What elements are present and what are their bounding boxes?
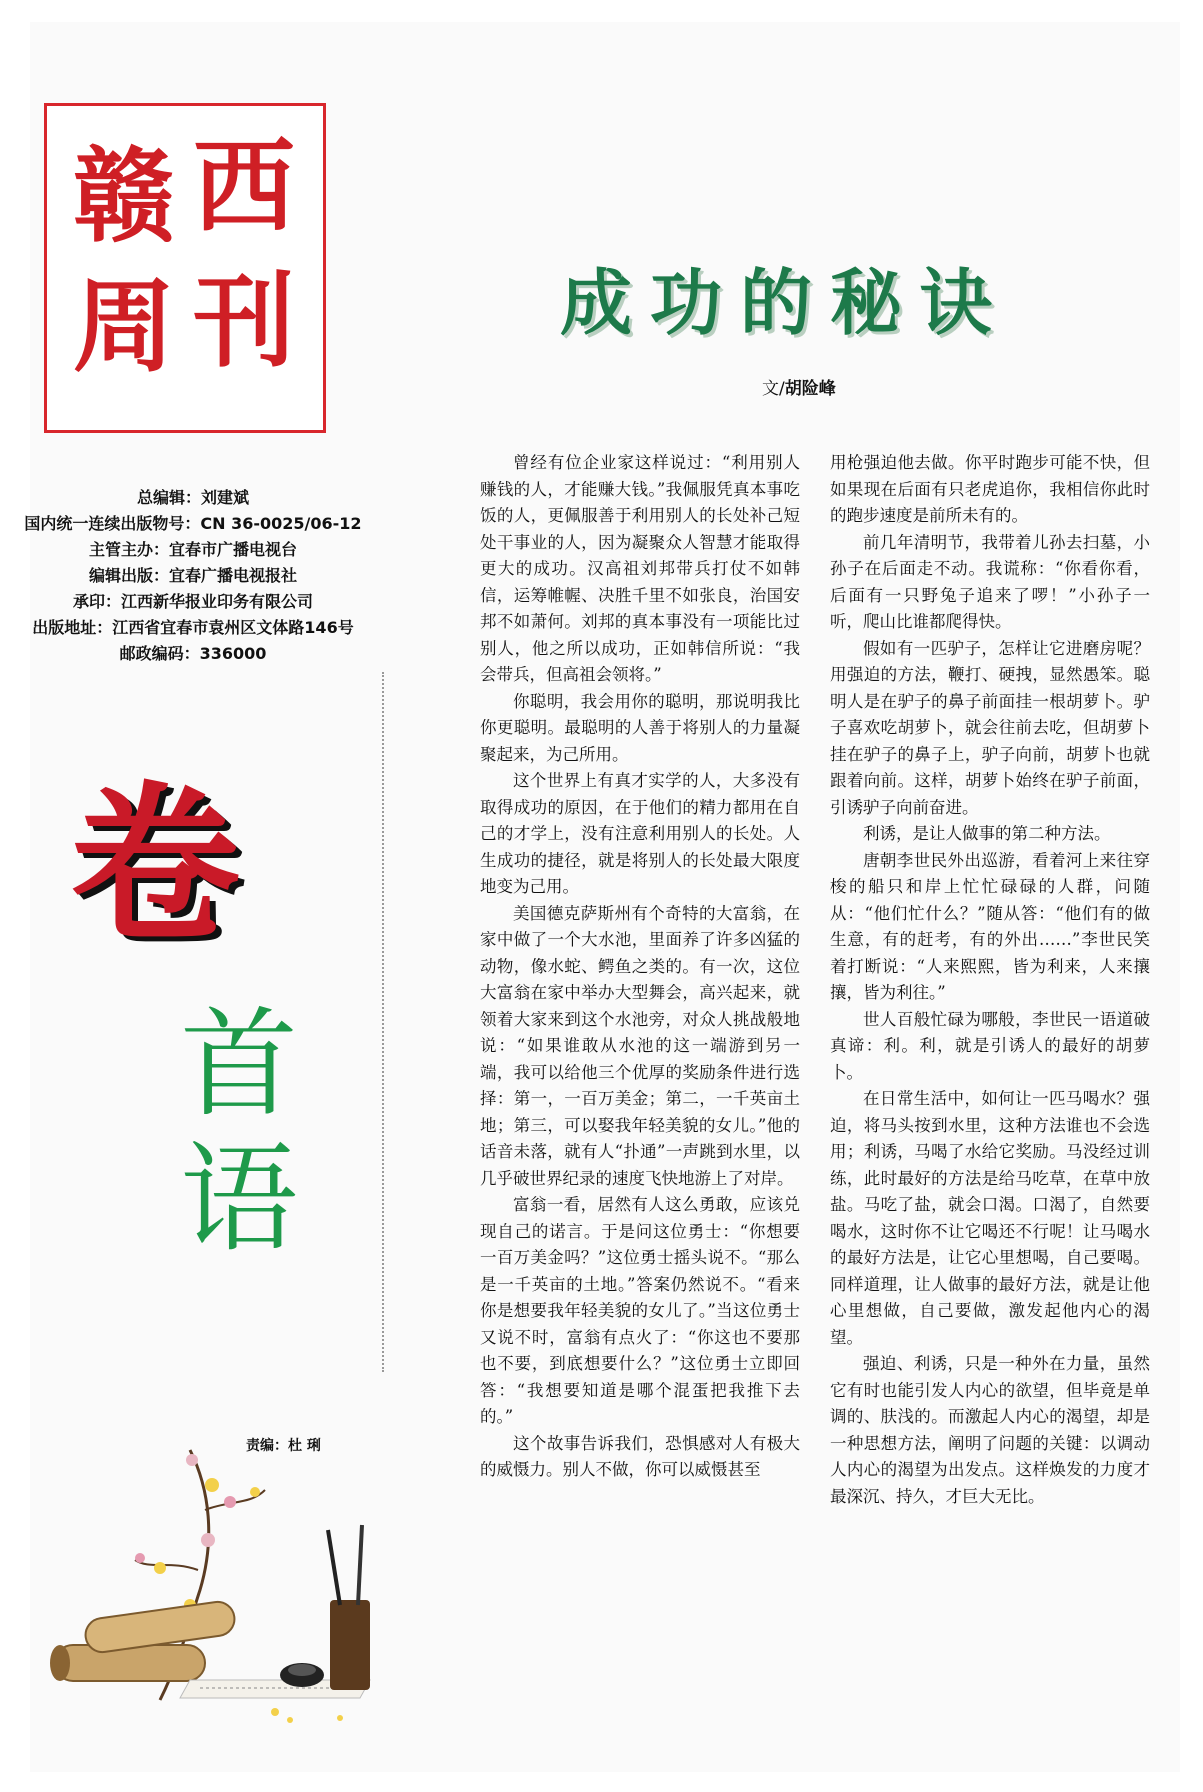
ink-brush-scroll-illustration xyxy=(40,1430,400,1730)
article-column-2 xyxy=(830,450,1150,1510)
address: 出版地址：江西省宜春市袁州区文体路146号 xyxy=(32,618,354,637)
paragraph: 在日常生活中，如何让一匹马喝水？强迫，将马头按到水里，这种方法谁也不会选用；利诱，马喝了水给它奖励。马没经过训练，此时最好的方法是给马吃草，在草中放盐。马吃了盐，就会口渴。口渴了，自然要喝水，这时你不让它喝还不行呢！让马喝水的最好方法是，让它心里想喝，自己要喝。同样道理，让人做事的最好方法，就是让他心里想做，自己要做，激发起他内心的渴望。 xyxy=(830,1089,1150,1347)
author-name: 胡险峰 xyxy=(784,379,836,399)
section-char-yu: 语 xyxy=(180,1130,299,1268)
dotted-divider xyxy=(382,672,384,1372)
masthead-char: 西 xyxy=(193,127,295,247)
paragraph: 这个故事告诉我们，恐惧感对人有极大的威慑力。别人不做，你可以威慑甚至 xyxy=(480,1433,800,1479)
byline-prefix: 文/ xyxy=(762,379,785,399)
paragraph: 美国德克萨斯州有个奇特的大富翁，在家中做了一个大水池，里面养了许多凶猛的动物，像水蛇、鳄鱼之类的。有一次，这位大富翁在家中举办大型舞会，高兴起来，就领着大家来到这个水池旁，对众人挑战般地说：“如果谁敢从水池的这一端游到另一端，我可以给他三个优厚的奖励条件进行选择：第一，一百万美金；第二，一千英亩土地；第三，可以娶我年轻美貌的女儿。”他的话音未落，就有人“扑通”一声跳到水里，以几乎破世界纪录的速度飞快地游上了对岸。 xyxy=(480,903,800,1188)
paragraph: 利诱，是让人做事的第二种方法。 xyxy=(863,824,1111,843)
article-column-1 xyxy=(480,450,800,1484)
responsible-editor: 责编：杜 琍 xyxy=(246,1438,321,1454)
section-char-shou: 首 xyxy=(180,995,299,1133)
paragraph: 前几年清明节，我带着儿孙去扫墓，小孙子在后面走不动。我谎称：“你看你看，后面有一只野兔子追来了啰！”小孙子一听，爬山比谁都爬得快。 xyxy=(830,532,1150,631)
paragraph: 你聪明，我会用你的聪明，那说明我比你更聪明。最聪明的人善于将别人的力量凝聚起来，为己所用。 xyxy=(480,691,800,764)
masthead-char: 周 xyxy=(73,267,175,387)
paragraph: 这个世界上有真才实学的人，大多没有取得成功的原因，在于他们的精力都用在自己的才学上，没有注意利用别人的长处。人生成功的捷径，就是将别人的长处最大限度地变为己用。 xyxy=(480,771,800,896)
sponsor: 主管主办：宜春市广播电视台 xyxy=(88,540,297,559)
issn-number: 国内统一连续出版物号：CN 36-0025/06-12 xyxy=(24,514,362,533)
byline xyxy=(762,374,836,399)
paragraph: 假如有一匹驴子，怎样让它进磨房呢？用强迫的方法，鞭打、硬拽，显然愚笨。聪明人是在驴子的鼻子前面挂一根胡萝卜。驴子喜欢吃胡萝卜，就会往前去吃，但胡萝卜挂在驴子的鼻子上，驴子向前，胡萝卜也就跟着向前。这样，胡萝卜始终在驴子前面，引诱驴子向前奋进。 xyxy=(830,638,1150,817)
paragraph: 强迫、利诱，只是一种外在力量，虽然它有时也能引发人内心的欲望，但毕竟是单调的、肤浅的。而激起人内心的渴望，却是一种思想方法，阐明了问题的关键：以调动人内心的渴望为出发点。这样焕发的力度才最深沉、持久，才巨大无比。 xyxy=(830,1354,1150,1506)
section-char-juan: 卷 xyxy=(70,765,241,965)
paragraph-continued: 用枪强迫他去做。你平时跑步可能不快，但如果现在后面有只老虎追你，我相信你此时的跑步速度是前所未有的。 xyxy=(830,453,1150,525)
masthead-char: 刊 xyxy=(193,262,295,382)
article-title: 成功的秘诀 xyxy=(560,261,1011,345)
paragraph: 曾经有位企业家这样说过：“利用别人赚钱的人，才能赚大钱。”我佩服凭真本事吃饭的人，更佩服善于利用别人的长处补己短处干事业的人，因为凝聚众人智慧才能取得更大的成功。汉高祖刘邦带兵打仗不如韩信，运筹帷幄、决胜千里不如张良，治国安邦不如萧何。刘邦的真本事没有一项能比过别人，他之所以成功，正如韩信所说：“我会带兵，但高祖会领将。” xyxy=(480,453,800,684)
paragraph: 唐朝李世民外出巡游，看着河上来往穿梭的船只和岸上忙忙碌碌的人群，问随从：“他们忙什么？”随从答：“他们有的做生意，有的赶考，有的外出……”李世民笑着打断说：“人来熙熙，皆为利来，人来攘攘，皆为利往。” xyxy=(830,850,1150,1002)
masthead-char: 赣 xyxy=(73,137,175,257)
printer: 承印：江西新华报业印务有限公司 xyxy=(72,592,313,611)
chief-editor: 总编辑：刘建斌 xyxy=(136,488,249,507)
masthead-logo xyxy=(44,103,326,433)
postcode: 邮政编码：336000 xyxy=(119,644,267,663)
paragraph: 世人百般忙碌为哪般，李世民一语道破真谛：利。利，就是引诱人的最好的胡萝卜。 xyxy=(830,1009,1150,1082)
editorial-info xyxy=(8,485,378,667)
publisher: 编辑出版：宜春广播电视报社 xyxy=(88,566,297,585)
paragraph: 富翁一看，居然有人这么勇敢，应该兑现自己的诺言。于是问这位勇士：“你想要一百万美金吗？”这位勇士摇头说不。“那么是一千英亩的土地。”答案仍然说不。“看来你是想要我年轻美貌的女儿了。”当这位勇士又说不时，富翁有点火了：“你这也不要那也不要，到底想要什么？”这位勇士立即回答：“我想要知道是哪个混蛋把我推下去的。” xyxy=(480,1195,800,1426)
